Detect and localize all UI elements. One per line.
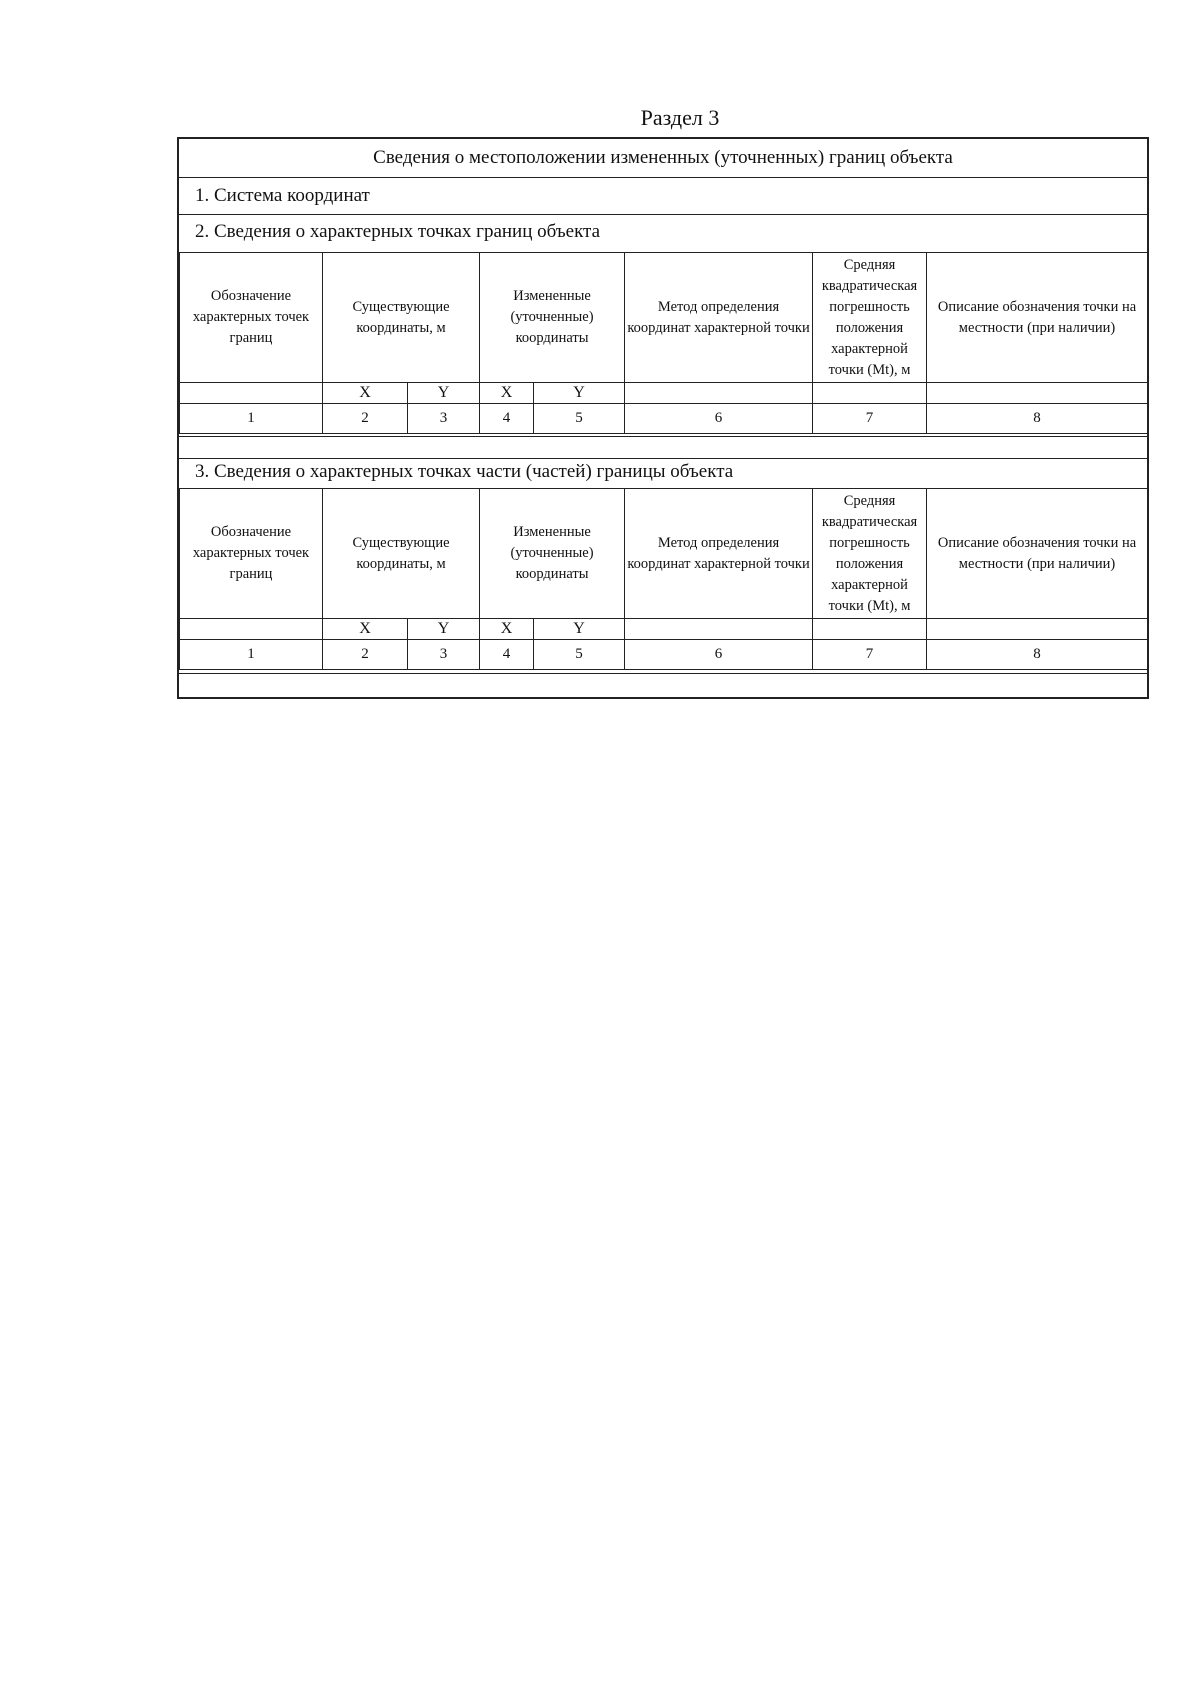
axis-row [180,619,1148,640]
column-number: 2 [323,640,408,670]
header-point-designation: Обозначение характерных точек границ [180,253,323,383]
header-existing-coordinates: Существующие координаты, м [323,253,480,383]
column-number: 7 [813,404,927,434]
column-number: 6 [625,404,813,434]
column-number: 1 [180,640,323,670]
header-method: Метод определения координат характерной точки [625,253,813,383]
header-mean-square-error: Средняя квадратическая погрешность положения характерной точки (Mt), м [813,253,927,383]
boundary-info-form [177,137,1149,699]
table-cell [927,383,1148,404]
table-header-row [180,253,1148,383]
header-updated-coordinates: Измененные (уточненные) координаты [480,489,625,619]
header-mean-square-error: Средняя квадратическая погрешность положения характерной точки (Mt), м [813,489,927,619]
table-cell [813,383,927,404]
axis-label: X [480,619,534,640]
header-existing-coordinates: Существующие координаты, м [323,489,480,619]
boundary-part-points-table [179,488,1148,670]
axis-label: Y [408,619,480,640]
boundary-points-table [179,252,1148,434]
column-number: 8 [927,640,1148,670]
header-updated-coordinates: Измененные (уточненные) координаты [480,253,625,383]
table-cell [625,619,813,640]
axis-label: Y [534,383,625,404]
column-number: 3 [408,640,480,670]
axis-label: Y [408,383,480,404]
axis-label: X [323,383,408,404]
table-cell [813,619,927,640]
form-heading: Сведения о местоположении измененных (уточненных) границ объекта [373,147,953,168]
axis-label: X [323,619,408,640]
column-number: 7 [813,640,927,670]
coordinate-system-label: 1. Система координат [195,185,370,206]
boundary-points-label: 2. Сведения о характерных точках границ объекта [195,221,601,242]
column-number: 6 [625,640,813,670]
section-title: Раздел 3 [640,105,720,130]
table-header-row [180,489,1148,619]
column-number: 5 [534,640,625,670]
column-number-row [180,640,1148,670]
column-number: 8 [927,404,1148,434]
column-number: 5 [534,404,625,434]
header-point-designation: Обозначение характерных точек границ [180,489,323,619]
column-number: 2 [323,404,408,434]
axis-label: Y [534,619,625,640]
column-number: 4 [480,404,534,434]
header-point-description: Описание обозначения точки на местности (при наличии) [927,489,1148,619]
axis-label: X [480,383,534,404]
column-number: 3 [408,404,480,434]
empty-row [179,673,1147,697]
header-point-description: Описание обозначения точки на местности (при наличии) [927,253,1148,383]
table-cell [180,383,323,404]
column-number-row [180,404,1148,434]
table-cell [927,619,1148,640]
header-method: Метод определения координат характерной точки [625,489,813,619]
column-number: 4 [480,640,534,670]
axis-row [180,383,1148,404]
table-cell [180,619,323,640]
table-cell [625,383,813,404]
column-number: 1 [180,404,323,434]
boundary-part-points-label: 3. Сведения о характерных точках части (частей) границы объекта [195,461,734,482]
empty-row [179,436,1147,458]
